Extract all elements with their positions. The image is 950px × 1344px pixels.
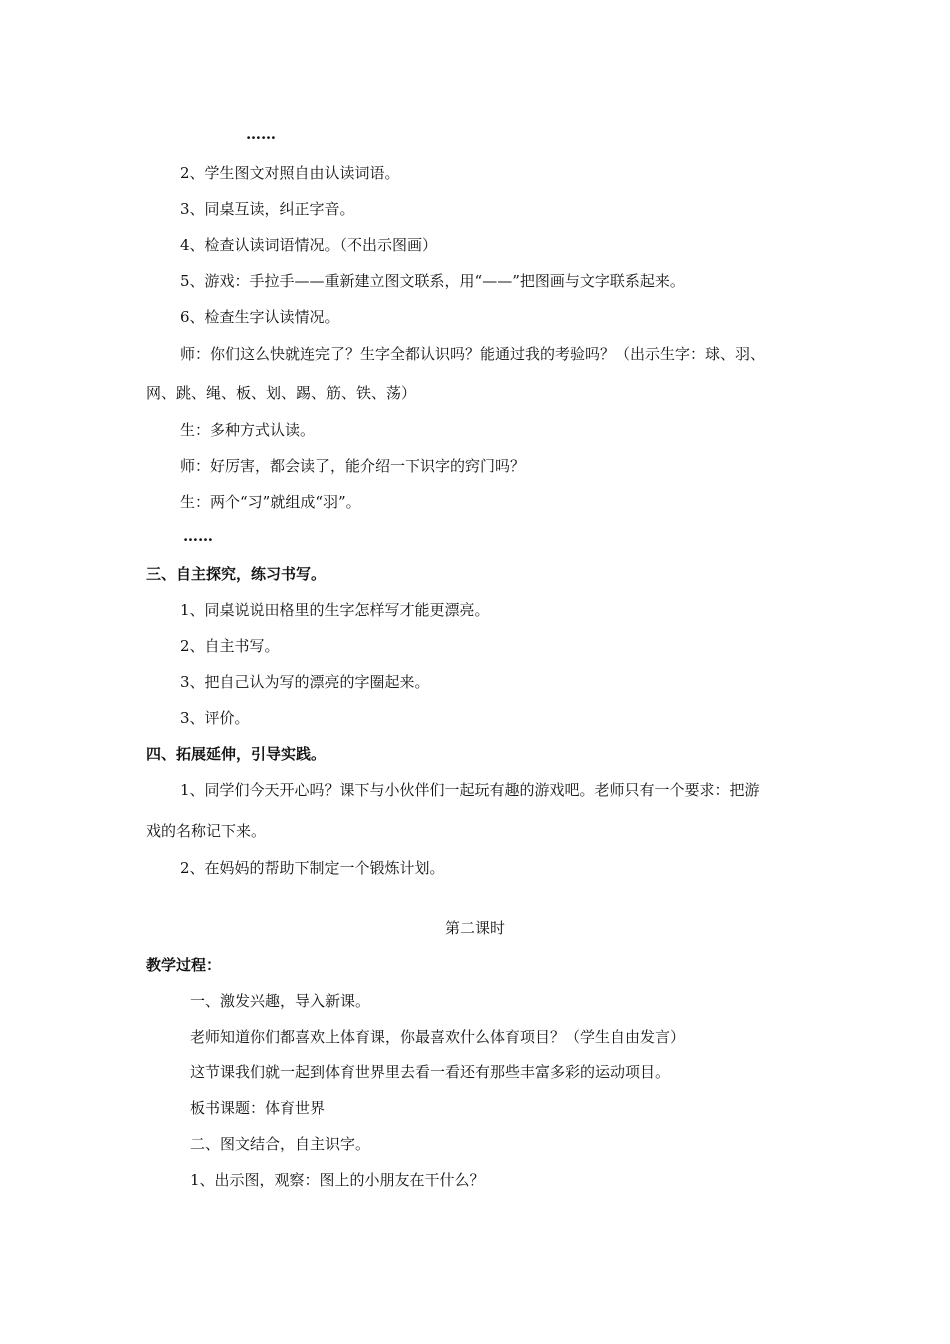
section-heading: 四、拓展延伸，引导实践。 — [146, 745, 327, 763]
ellipsis: …… — [183, 527, 213, 545]
list-item: 2、学生图文对照自由认读词语。 — [180, 164, 400, 182]
paragraph-line: 板书课题：体育世界 — [190, 1099, 326, 1117]
list-item: 3、把自己认为写的漂亮的字圈起来。 — [180, 673, 430, 691]
list-item: 3、同桌互读，纠正字音。 — [180, 200, 355, 218]
paragraph-line: 师：好厉害，都会读了，能介绍一下识字的窍门吗？ — [180, 457, 526, 475]
section-heading: 教学过程： — [146, 956, 222, 974]
list-item: 5、游戏：手拉手——重新建立图文联系，用“——”把图画与文字联系起来。 — [180, 272, 685, 290]
paragraph-line: 二、图文结合，自主识字。 — [190, 1135, 371, 1153]
paragraph-line: 生：两个“习”就组成“羽”。 — [180, 493, 361, 511]
paragraph-line: 师：你们这么快就连完了？生字全都认识吗？能通过我的考验吗？（出示生字：球、羽、 — [180, 345, 766, 363]
paragraph-line: 老师知道你们都喜欢上体育课，你最喜欢什么体育项目？（学生自由发言） — [190, 1028, 686, 1046]
paragraph-line: 1、同学们今天开心吗？课下与小伙伴们一起玩有趣的游戏吧。老师只有一个要求：把游 — [180, 781, 760, 799]
list-item: 1、同桌说说田格里的生字怎样写才能更漂亮。 — [180, 601, 490, 619]
paragraph-line: 生：多种方式认读。 — [180, 421, 316, 439]
list-item: 3、评价。 — [180, 709, 250, 727]
list-item: 2、自主书写。 — [180, 637, 280, 655]
paragraph-line: 1、出示图，观察：图上的小朋友在干什么？ — [190, 1171, 485, 1189]
ellipsis: …… — [246, 125, 276, 143]
section-heading: 三、自主探究，练习书写。 — [146, 565, 327, 583]
lesson-title: 第二课时 — [444, 919, 505, 937]
list-item: 4、检查认读词语情况。（不出示图画） — [180, 236, 438, 254]
paragraph-line: 一、激发兴趣，导入新课。 — [190, 992, 371, 1010]
paragraph-line: 戏的名称记下来。 — [146, 822, 267, 840]
paragraph-line: 网、跳、绳、板、划、踢、筋、铁、荡） — [146, 384, 417, 402]
list-item: 2、在妈妈的帮助下制定一个锻炼计划。 — [180, 859, 445, 877]
list-item: 6、检查生字认读情况。 — [180, 308, 340, 326]
paragraph-line: 这节课我们就一起到体育世界里去看一看还有那些丰富多彩的运动项目。 — [190, 1063, 671, 1081]
